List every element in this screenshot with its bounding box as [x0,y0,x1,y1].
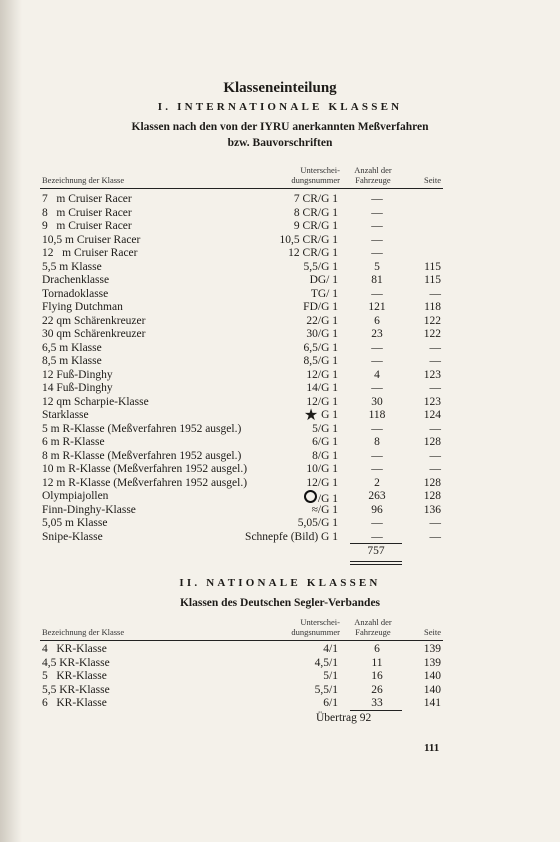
table-row-seite: 141 [423,697,441,709]
table-row-nummer-text: 12/G 1 [306,476,338,489]
table-row-nummer-text: 6,5/G 1 [303,341,338,354]
table-row-seite: 140 [423,670,441,682]
table-row-name: 6,5 m Klasse [42,341,102,354]
table-row-seite: — [429,341,441,354]
table-row-nummer-text: 8,5/G 1 [303,355,338,367]
table-row-name: 5 m R-Klasse (Meßverfahren 1952 ausgel.) [42,422,242,435]
section1-total-rule [350,543,402,544]
section1-col-seite: Seite [424,175,441,185]
section1-subheading-line2: bzw. Bauvorschriften [227,137,333,149]
table-row-anzahl: 30 [371,395,383,408]
table-row-anzahl: 96 [371,503,383,516]
table-row-anzahl: — [371,233,383,246]
table-row-anzahl: — [371,517,383,529]
table-row-anzahl: — [371,287,383,300]
table-row-name: 9 m Cruiser Racer [42,220,132,232]
table-row-nummer [150,450,338,464]
table-row-name: 12 Fuß-Dinghy [42,368,113,381]
table-row-nummer-text: DG/ 1 [309,274,338,286]
section1-col-anzahl-1: Anzahl der [354,165,392,175]
table-row-name: Flying Dutchman [42,301,123,313]
table-row-name: 4 KR-Klasse [42,643,107,655]
table-row-seite: 139 [423,656,441,669]
table-row-nummer-text: 5,5/G 1 [303,260,338,273]
table-row-nummer [150,477,338,491]
table-row-nummer-text: 7 CR/G 1 [293,193,338,205]
table-row-anzahl: — [371,193,383,205]
table-row-seite: 139 [423,643,441,655]
table-row-nummer-text: 22/G 1 [306,314,338,327]
section1-col-unter-2: dungsnummer [291,175,340,185]
table-row-nummer-text: G 1 [321,409,338,421]
page-number: 111 [424,742,440,754]
table-row-nummer-text: 9 CR/G 1 [293,220,338,232]
table-row-seite: — [429,517,441,529]
table-row-nummer-text: 5,05/G 1 [297,517,338,529]
table-row-nummer-text: 30/G 1 [306,328,338,340]
table-row-nummer-text: 4/1 [323,643,338,655]
table-row-nummer-text: TG/ 1 [310,287,338,300]
section2-col-name: Bezeichnung der Klasse [42,627,125,637]
section2-col-anzahl-2: Fahrzeuge [355,627,391,637]
table-row-name: 10,5 m Cruiser Racer [42,233,141,246]
table-row-anzahl: 33 [371,697,383,709]
table-row-seite: — [429,449,441,462]
table-row-name: Drachenklasse [42,274,110,286]
table-row-seite: 122 [423,328,441,340]
table-row-name: 8 m R-Klasse (Meßverfahren 1952 ausgel.) [42,449,242,462]
table-row-anzahl: 6 [374,314,380,327]
table-row-nummer-text: 12/G 1 [306,395,338,408]
table-row-seite: 124 [423,409,441,421]
section1-col-anzahl-2: Fahrzeuge [355,175,391,185]
section1-col-name: Bezeichnung der Klasse [42,175,125,185]
section2-subheading: Klassen des Deutschen Segler-Verbandes [179,597,381,609]
table-row-anzahl: — [371,341,383,354]
table-row-seite: — [429,382,441,394]
table-row-anzahl: 4 [374,368,380,381]
table-row-name: 5,05 m Klasse [42,517,108,529]
table-row-anzahl: 2 [374,476,380,489]
table-row-name: 10 m R-Klasse (Meßverfahren 1952 ausgel.) [42,463,248,475]
section2-col-seite: Seite [424,627,441,637]
table-row-nummer [150,382,338,396]
table-row-name: 14 Fuß-Dinghy [42,382,113,394]
table-row-name: 12 qm Scharpie-Klasse [42,395,149,408]
table-row-anzahl: 26 [371,683,383,696]
table-row-anzahl: — [371,422,383,435]
section1-total-double-rule-a [350,561,402,562]
table-row-anzahl: — [371,355,383,367]
table-row-nummer-text: 5,5/1 [314,683,338,696]
table-row-anzahl: — [371,463,383,475]
table-row-nummer [150,517,338,531]
table-row-nummer-text: ≈/G 1 [311,503,338,516]
section2-header-rule [40,640,443,641]
table-row-nummer-text: 10,5 CR/G 1 [279,233,338,246]
table-row-nummer-text: 6/1 [323,697,338,709]
table-row-anzahl: 263 [368,490,386,502]
table-row-name: Starklasse [42,409,89,421]
table-row-anzahl: — [371,206,383,219]
table-row-name: 6 KR-Klasse [42,697,107,709]
section1-heading: I. INTERNATIONALE KLASSEN [157,101,403,113]
table-row-nummer [150,355,338,369]
table-row-seite: 128 [423,476,441,489]
table-row-nummer-text: 10/G 1 [306,463,338,475]
table-row-name: Snipe-Klasse [42,530,103,543]
section2-uebertrag: Übertrag 92 [316,712,372,724]
table-row-name: 6 m R-Klasse [42,436,105,448]
table-row-nummer [150,301,338,315]
ring-icon [304,490,317,503]
table-row-anzahl: 118 [368,409,386,421]
table-row-anzahl: — [371,449,383,462]
table-row-nummer-text: 12 CR/G 1 [288,247,338,259]
table-row-nummer [150,342,338,356]
table-row-nummer [150,657,338,671]
table-row-seite: 123 [423,368,441,381]
table-row-name: 8,5 m Klasse [42,355,102,367]
table-row-name: 12 m Cruiser Racer [42,247,138,259]
table-row-anzahl: 6 [374,643,380,655]
table-row-nummer [150,423,338,437]
table-row-nummer [150,670,338,684]
table-row-nummer [150,369,338,383]
table-row-nummer [150,697,338,711]
table-row-anzahl: 121 [368,301,386,313]
section2-col-anzahl-1: Anzahl der [354,617,392,627]
table-row-nummer-text: Schnepfe (Bild) G 1 [245,530,338,543]
table-row-nummer-text: 5/1 [323,670,338,682]
table-row-name: 5,5 KR-Klasse [42,683,110,696]
table-row-seite: — [429,422,441,435]
table-row-nummer [150,274,338,288]
table-row-name: 5,5 m Klasse [42,260,102,273]
table-row-nummer-text: 5/G 1 [312,422,338,435]
table-row-anzahl: 81 [371,274,383,286]
table-row-nummer [150,247,338,261]
table-row-seite: 128 [423,436,441,448]
table-row-name: 22 qm Schärenkreuzer [42,314,146,327]
table-row-seite: 115 [424,260,441,273]
table-row-nummer-text: 8/G 1 [312,449,338,462]
star-icon: ★ [303,407,319,424]
page-title: Klasseneinteilung [223,80,337,96]
section1-total-double-rule-b [350,564,402,565]
table-row-seite: 128 [423,490,441,502]
table-row-nummer-text: 8 CR/G 1 [293,206,338,219]
table-row-nummer [150,463,338,477]
table-row-anzahl: — [371,530,383,543]
table-row-nummer [150,504,338,518]
table-row-nummer [150,684,338,698]
section2-col-unter-1: Unterschei- [300,617,340,627]
table-row-nummer [150,436,338,450]
table-row-nummer [150,193,338,207]
table-row-anzahl: 16 [371,670,383,682]
table-row-nummer-text: 12/G 1 [306,368,338,381]
table-row-nummer-text: /G 1 [317,493,338,505]
table-row-name: 12 m R-Klasse (Meßverfahren 1952 ausgel.) [42,476,248,489]
section1-total: 757 [367,545,385,557]
table-row-anzahl: — [371,220,383,232]
section1-col-unter-1: Unterschei- [300,165,340,175]
table-row-seite: — [429,463,441,475]
table-row-name: 8 m Cruiser Racer [42,206,132,219]
table-row-seite: — [429,355,441,367]
table-row-name: Olympiajollen [42,490,109,502]
table-row-seite: 115 [424,274,441,286]
table-row-nummer-text: 14/G 1 [306,382,338,394]
table-row-nummer [150,288,338,302]
table-row-nummer-text: FD/G 1 [303,301,338,313]
section2-heading: II. NATIONALE KLASSEN [179,577,381,589]
table-row-nummer [150,220,338,234]
table-row-nummer-text: 6/G 1 [312,436,338,448]
table-row-anzahl: — [371,382,383,394]
table-row-seite: 136 [423,503,441,516]
table-row-nummer [150,315,338,329]
table-row-anzahl: 11 [371,656,383,669]
table-row-nummer [150,643,338,657]
section2-sum-rule [350,710,402,711]
table-row-anzahl: 8 [374,436,380,448]
table-row-nummer [150,207,338,221]
section2-col-unter-2: dungsnummer [291,627,340,637]
table-row-nummer [150,531,338,545]
table-row-seite: — [429,530,441,543]
section1-header-rule [40,188,443,189]
table-row-name: 5 KR-Klasse [42,670,107,682]
table-row-name: 30 qm Schärenkreuzer [42,328,146,340]
table-row-anzahl: — [371,247,383,259]
table-row-name: Tornadoklasse [42,287,109,300]
table-row-nummer [150,261,338,275]
table-row-name: Finn-Dinghy-Klasse [42,503,136,516]
table-row-nummer [150,328,338,342]
table-row-name: 7 m Cruiser Racer [42,193,132,205]
table-row-name: 4,5 KR-Klasse [42,656,110,669]
table-row-nummer-text: 4,5/1 [314,656,338,669]
table-row-seite: — [429,287,441,300]
table-row-nummer [150,409,338,423]
table-row-seite: 118 [424,301,441,313]
table-row-seite: 123 [423,395,441,408]
section1-subheading-line1: Klassen nach den von der IYRU anerkannten Meßverfahren [131,121,429,133]
table-row-anzahl: 5 [374,260,380,273]
table-row-seite: 140 [423,683,441,696]
table-row-seite: 122 [423,314,441,327]
table-row-anzahl: 23 [371,328,383,340]
table-row-nummer [150,234,338,248]
